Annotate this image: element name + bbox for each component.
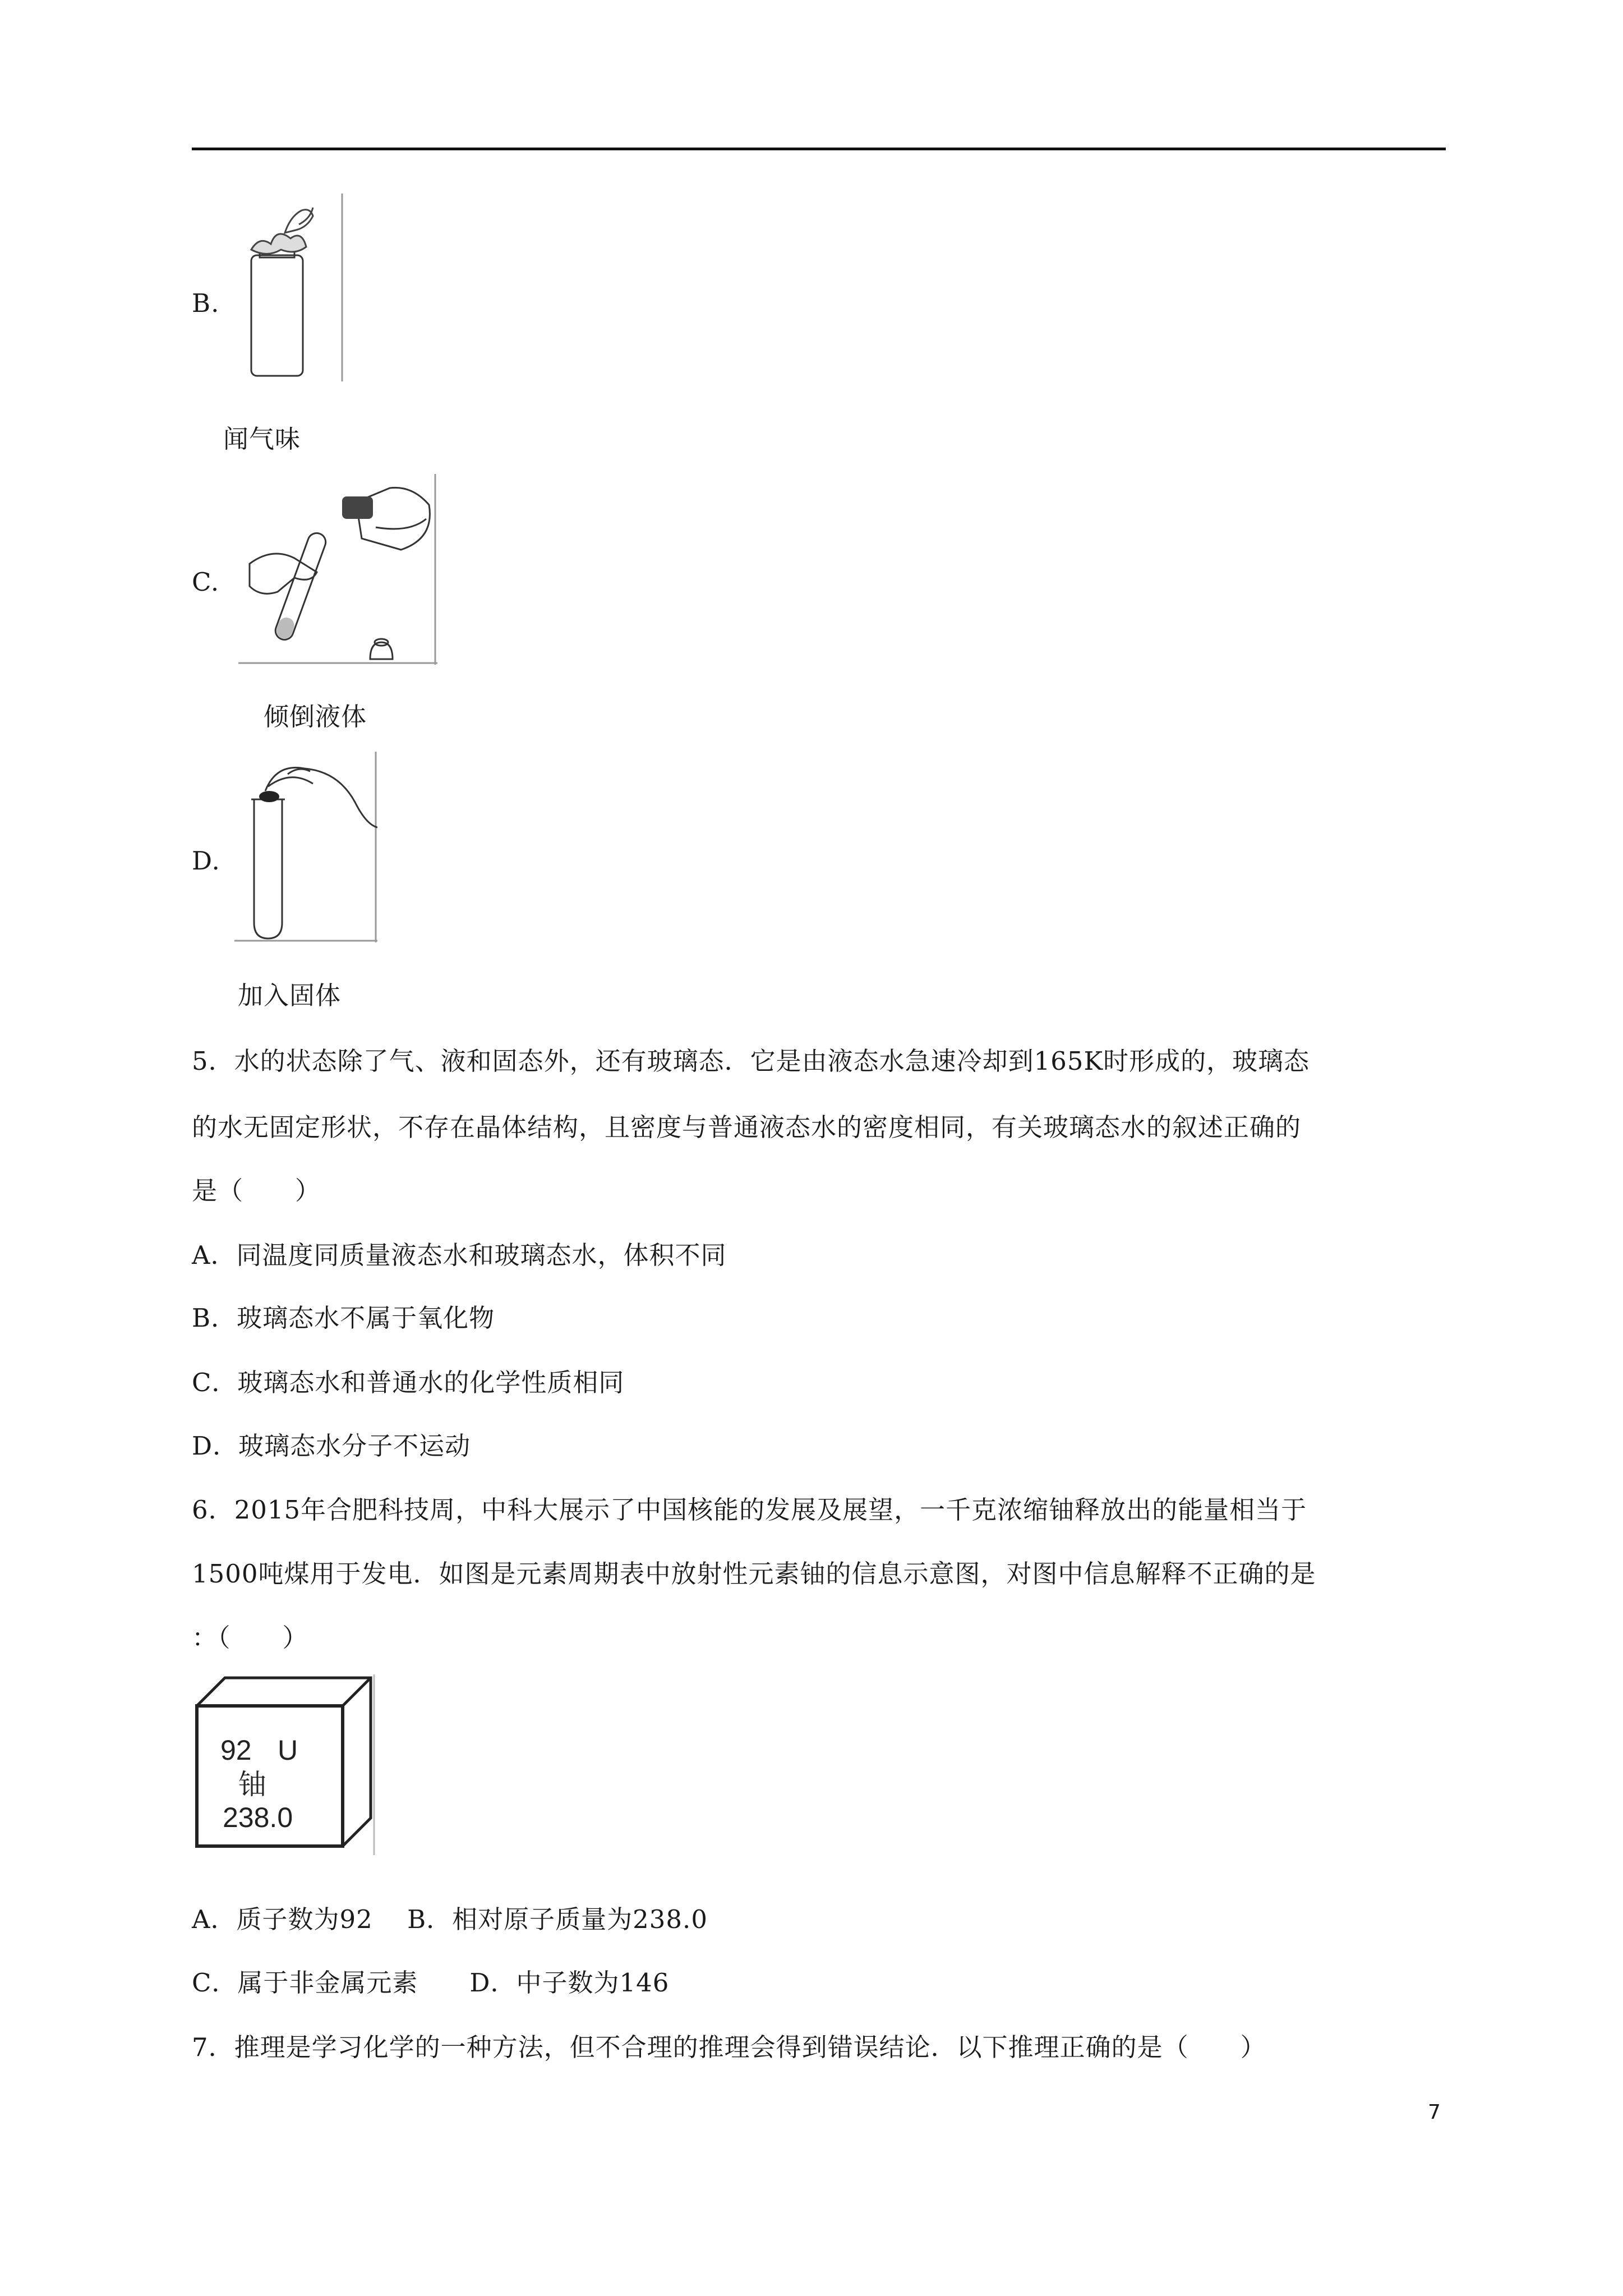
q4-option-b-letter: B. <box>192 288 220 318</box>
add-solid-figure <box>234 752 377 942</box>
element-atomic-number: 92 <box>220 1734 252 1766</box>
smell-gas-figure <box>234 194 344 381</box>
element-name: 铀 <box>238 1768 266 1801</box>
q4-option-c-letter: C. <box>192 567 220 597</box>
q7-stem-line-1: 7．推理是学习化学的一种方法，但不合理的推理会得到错误结论．以下推理正确的是（ ） <box>192 2032 1266 2062</box>
q4-option-b-caption: 闻气味 <box>223 424 301 454</box>
q6-options-row-1: A．质子数为92 B．相对原子质量为238.0 <box>192 1904 708 1934</box>
q5-stem-line-1: 5．水的状态除了气、液和固态外，还有玻璃态．它是由液态水急速冷却到165K时形成的，玻璃态 <box>192 1046 1310 1076</box>
q4-option-c-caption: 倾倒液体 <box>264 702 367 731</box>
q5-option-d: D．玻璃态水分子不运动 <box>192 1431 471 1461</box>
q6-stem-line-1: 6．2015年合肥科技周，中科大展示了中国核能的发展及展望，一千克浓缩铀释放出的能量相当于 <box>192 1495 1307 1525</box>
q5-stem-line-3: 是（ ） <box>192 1176 321 1205</box>
header-rule <box>192 148 1446 150</box>
q5-option-a: A．同温度同质量液态水和玻璃态水，体积不同 <box>192 1240 727 1270</box>
q6-options-row-2: C．属于非金属元素 D．中子数为146 <box>192 1968 670 1998</box>
pour-liquid-figure <box>238 474 437 665</box>
q6-stem-line-2: 1500吨煤用于发电．如图是元素周期表中放射性元素铀的信息示意图，对图中信息解释不正确的是 <box>192 1559 1316 1589</box>
element-symbol: U <box>278 1734 298 1766</box>
q6-stem-line-3: ：（ ） <box>192 1623 308 1653</box>
q4-option-d-letter: D. <box>192 846 220 876</box>
q4-option-d-caption: 加入固体 <box>238 981 342 1010</box>
q5-option-b: B．玻璃态水不属于氧化物 <box>192 1303 495 1333</box>
element-atomic-mass: 238.0 <box>223 1802 293 1833</box>
page-number: 7 <box>1428 2101 1441 2124</box>
q5-option-c: C．玻璃态水和普通水的化学性质相同 <box>192 1368 625 1397</box>
uranium-element-card <box>193 1674 379 1855</box>
q5-stem-line-2: 的水无固定形状，不存在晶体结构，且密度与普通液态水的密度相同，有关玻璃态水的叙述正确的 <box>192 1112 1302 1142</box>
